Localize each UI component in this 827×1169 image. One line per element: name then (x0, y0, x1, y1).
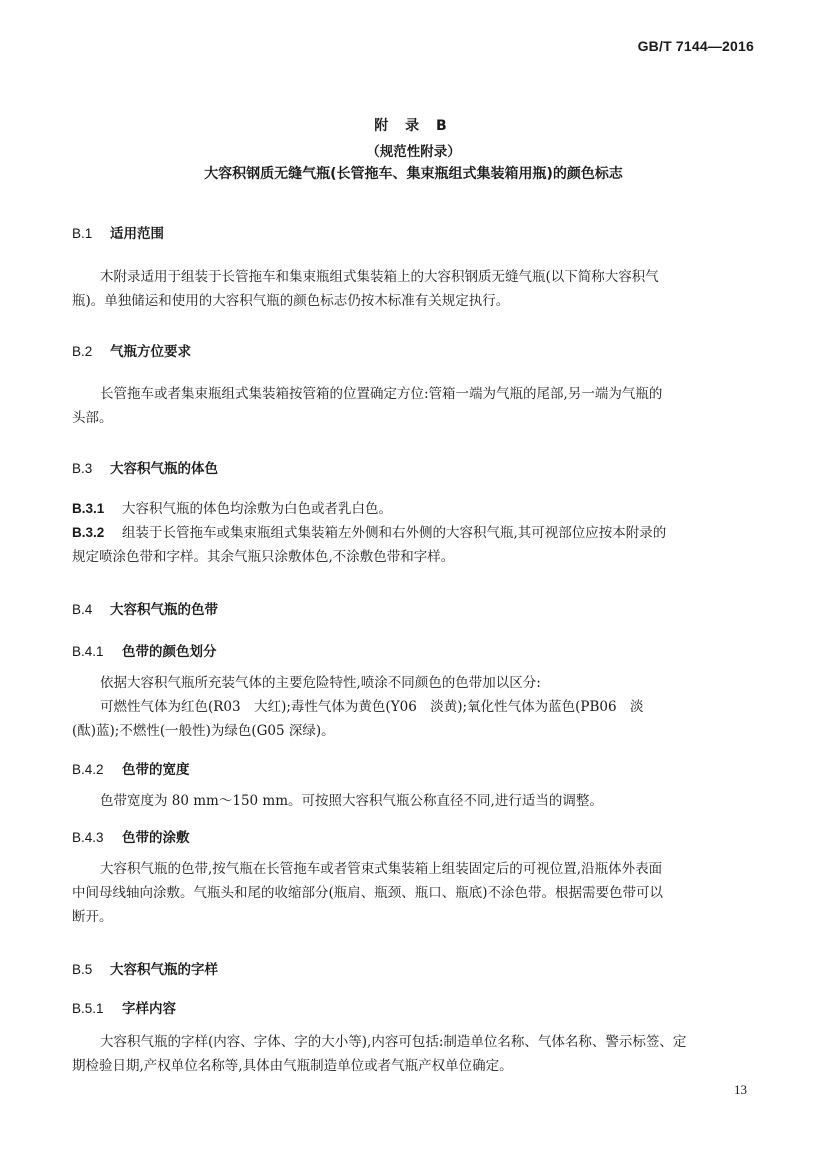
paragraph-line: (酞)蓝);不燃性(一般性)为绿色(G05 深绿)。 (72, 723, 335, 739)
paragraph-line: 规定喷涂色带和字样。其余气瓶只涂敷体色,不涂敷色带和字样。 (72, 549, 455, 565)
subsection-heading-b41 (72, 640, 217, 660)
subsection-title: 字样内容 (122, 1001, 176, 1017)
section-heading-b2 (72, 340, 191, 360)
paragraph-line: 断开。 (72, 909, 113, 925)
subsection-number: B.4.3 (72, 830, 104, 845)
paragraph-b41 (72, 671, 758, 743)
paragraph-line: 大容积气瓶的色带,按气瓶在长管拖车或者管束式集装箱上组装固定后的可视位置,沿瓶体外表面 (100, 861, 663, 877)
paragraph-line: 依据大容积气瓶所充装气体的主要危险特性,喷涂不同颜色的色带加以区分: (100, 675, 541, 691)
section-heading-b4 (72, 598, 218, 618)
paragraph-line (72, 497, 758, 521)
paragraph-line: 中间母线轴向涂敷。气瓶头和尾的收缩部分(瓶肩、瓶颈、瓶口、瓶底)不涂色带。根据需要色带可以 (72, 885, 664, 901)
appendix-label: 附 录 B (374, 118, 453, 134)
standard-number: GB/T 7144—2016 (637, 38, 754, 54)
paragraph-b1 (72, 265, 758, 313)
subsection-title: 色带的颜色划分 (122, 644, 217, 660)
section-title: 适用范围 (110, 226, 164, 242)
paragraph-line: 瓶)。单独储运和使用的大容积气瓶的颜色标志仍按木标准有关规定执行。 (72, 293, 510, 309)
subsection-number: B.5.1 (72, 1001, 104, 1016)
paragraph-line: 长管拖车或者集束瓶组式集装箱按管箱的位置确定方位:管箱一端为气瓶的尾部,另一端为气瓶的 (100, 386, 663, 402)
subsection-heading-b43 (72, 826, 190, 846)
section-heading-b1 (72, 222, 164, 242)
section-number: B.4 (72, 602, 93, 617)
subsection-title: 色带的涂敷 (122, 830, 190, 846)
section-heading-b5 (72, 958, 218, 978)
paragraph-line: 大容积气瓶的字样(内容、字体、字的大小等),内容可包括:制造单位名称、气体名称、警示标签、定 (100, 1034, 687, 1050)
appendix-title: 大容积钢质无缝气瓶(长管拖车、集束瓶组式集装箱用瓶)的颜色标志 (204, 166, 623, 182)
section-number: B.3 (72, 461, 93, 476)
subsection-number: B.4.2 (72, 762, 104, 777)
section-title: 气瓶方位要求 (110, 344, 191, 360)
clause-b31 (72, 497, 758, 521)
paragraph-line: 木附录适用于组装于长管拖车和集束瓶组式集装箱上的大容积钢质无缝气瓶(以下简称大容积气 (100, 269, 659, 285)
section-number: B.1 (72, 226, 93, 241)
section-heading-b3 (72, 457, 218, 477)
clause-b32 (72, 521, 758, 569)
clause-text: 组装于长管拖车或集束瓶组式集装箱左外侧和右外侧的大容积气瓶,其可视部位应按本附录的 (122, 525, 667, 541)
appendix-type: （规范性附录） (366, 144, 461, 160)
section-number: B.2 (72, 344, 93, 359)
paragraph-line: 头部。 (72, 410, 113, 426)
paragraph-line: 可燃性气体为红色(R03 大红);毒性气体为黄色(Y06 淡黄);氧化性气体为蓝色(PB06 淡 (100, 699, 644, 715)
section-title: 大容积气瓶的体色 (110, 461, 218, 477)
subsection-heading-b51 (72, 997, 176, 1017)
clause-text: 大容积气瓶的体色均涂敷为白色或者乳白色。 (122, 501, 392, 517)
subsection-heading-b42 (72, 758, 190, 778)
clause-number: B.3.2 (72, 525, 105, 540)
page-number: 13 (734, 1082, 747, 1097)
paragraph-line: 期检验日期,产权单位名称等,具体由气瓶制造单位或者气瓶产权单位确定。 (72, 1058, 513, 1074)
paragraph-b43 (72, 857, 758, 929)
subsection-title: 色带的宽度 (122, 762, 190, 778)
paragraph-b42 (72, 789, 758, 813)
paragraph-line (72, 521, 758, 545)
subsection-number: B.4.1 (72, 644, 104, 659)
section-title: 大容积气瓶的色带 (110, 602, 218, 618)
section-title: 大容积气瓶的字样 (110, 962, 218, 978)
section-number: B.5 (72, 962, 93, 977)
paragraph-b2 (72, 382, 758, 430)
paragraph-line: 色带宽度为 80 mm～150 mm。可按照大容积气瓶公称直径不同,进行适当的调整。 (100, 793, 603, 809)
paragraph-b51 (72, 1030, 758, 1078)
clause-number: B.3.1 (72, 501, 105, 516)
